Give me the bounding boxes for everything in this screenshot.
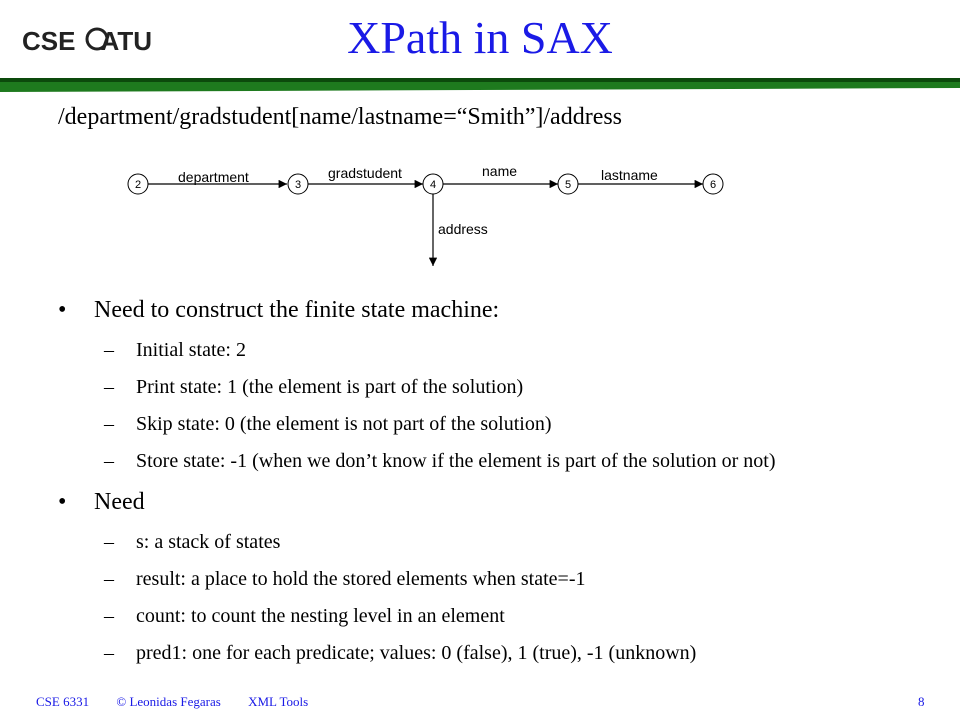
- svg-text:3: 3: [294, 179, 302, 191]
- svg-text:CSE: CSE: [22, 26, 76, 56]
- dash-marker: –: [104, 531, 114, 553]
- state-node-6: [703, 174, 723, 194]
- bullet-dot: •: [58, 297, 67, 323]
- dash-marker: –: [104, 642, 114, 664]
- svg-text:2: 2: [134, 179, 142, 191]
- svg-text:6: 6: [709, 179, 717, 191]
- sub-bullet-item: [58, 639, 938, 667]
- sub-bullet-text: Skip state: 0 (the element is not part of the solution): [136, 413, 552, 435]
- dash-marker: –: [104, 568, 114, 590]
- bullet-text: Need to construct the finite state machine:: [94, 297, 500, 323]
- slide-title: XPath in SAX: [347, 12, 613, 63]
- fsm-diagram: [120, 158, 740, 278]
- footer-topic: XML Tools: [248, 694, 309, 709]
- state-node-3: [288, 174, 308, 194]
- sub-bullet-item: [58, 602, 938, 630]
- bullet-text: Need: [94, 489, 145, 515]
- sub-bullet-text: result: a place to hold the stored elements when state=-1: [136, 568, 586, 590]
- svg-text:UTA: UTA: [100, 26, 152, 56]
- sub-bullet-text: s: a stack of states: [136, 531, 281, 553]
- edge-label-department: department: [178, 169, 249, 185]
- dash-marker: –: [104, 605, 114, 627]
- dash-marker: –: [104, 376, 114, 398]
- state-node-2: [128, 174, 148, 194]
- slide-content: [58, 292, 938, 676]
- sub-bullet-text: Print state: 1 (the element is part of the solution): [136, 376, 524, 398]
- sub-bullet-item: [58, 447, 938, 475]
- title-rule: [0, 78, 960, 92]
- sub-bullet-item: [58, 528, 938, 556]
- svg-text:5: 5: [564, 179, 572, 191]
- sub-bullet-text: count: to count the nesting level in an element: [136, 605, 505, 627]
- sub-bullet-item: [58, 336, 938, 364]
- state-node-5: [558, 174, 578, 194]
- xpath-expression: /department/gradstudent[name/lastname=“Smith”]/address: [58, 104, 623, 130]
- sub-bullet-item: [58, 565, 938, 593]
- sub-bullet-item: [58, 373, 938, 401]
- dash-marker: –: [104, 450, 114, 472]
- edge-label-address: address: [438, 221, 488, 237]
- sub-bullet-text: pred1: one for each predicate; values: 0 (false), 1 (true), -1 (unknown): [136, 642, 697, 664]
- slide-footer: [36, 694, 332, 710]
- bullet-item: [58, 292, 938, 328]
- edge-label-name: name: [482, 163, 518, 179]
- footer-author: © Leonidas Fegaras: [116, 694, 221, 709]
- sub-bullet-text: Store state: -1 (when we don’t know if the element is part of the solution or not): [136, 450, 776, 472]
- dash-marker: –: [104, 413, 114, 435]
- state-node-4: [423, 174, 443, 194]
- sub-bullet-item: [58, 410, 938, 438]
- bullet-item: [58, 484, 938, 520]
- footer-course: CSE 6331: [36, 694, 90, 709]
- page-number: 8: [918, 694, 925, 709]
- svg-text:4: 4: [429, 179, 437, 191]
- dash-marker: –: [104, 339, 114, 361]
- bullet-dot: •: [58, 489, 67, 515]
- sub-bullet-text: Initial state: 2: [136, 339, 246, 361]
- edge-label-lastname: lastname: [601, 167, 658, 183]
- edge-label-gradstudent: gradstudent: [328, 165, 402, 181]
